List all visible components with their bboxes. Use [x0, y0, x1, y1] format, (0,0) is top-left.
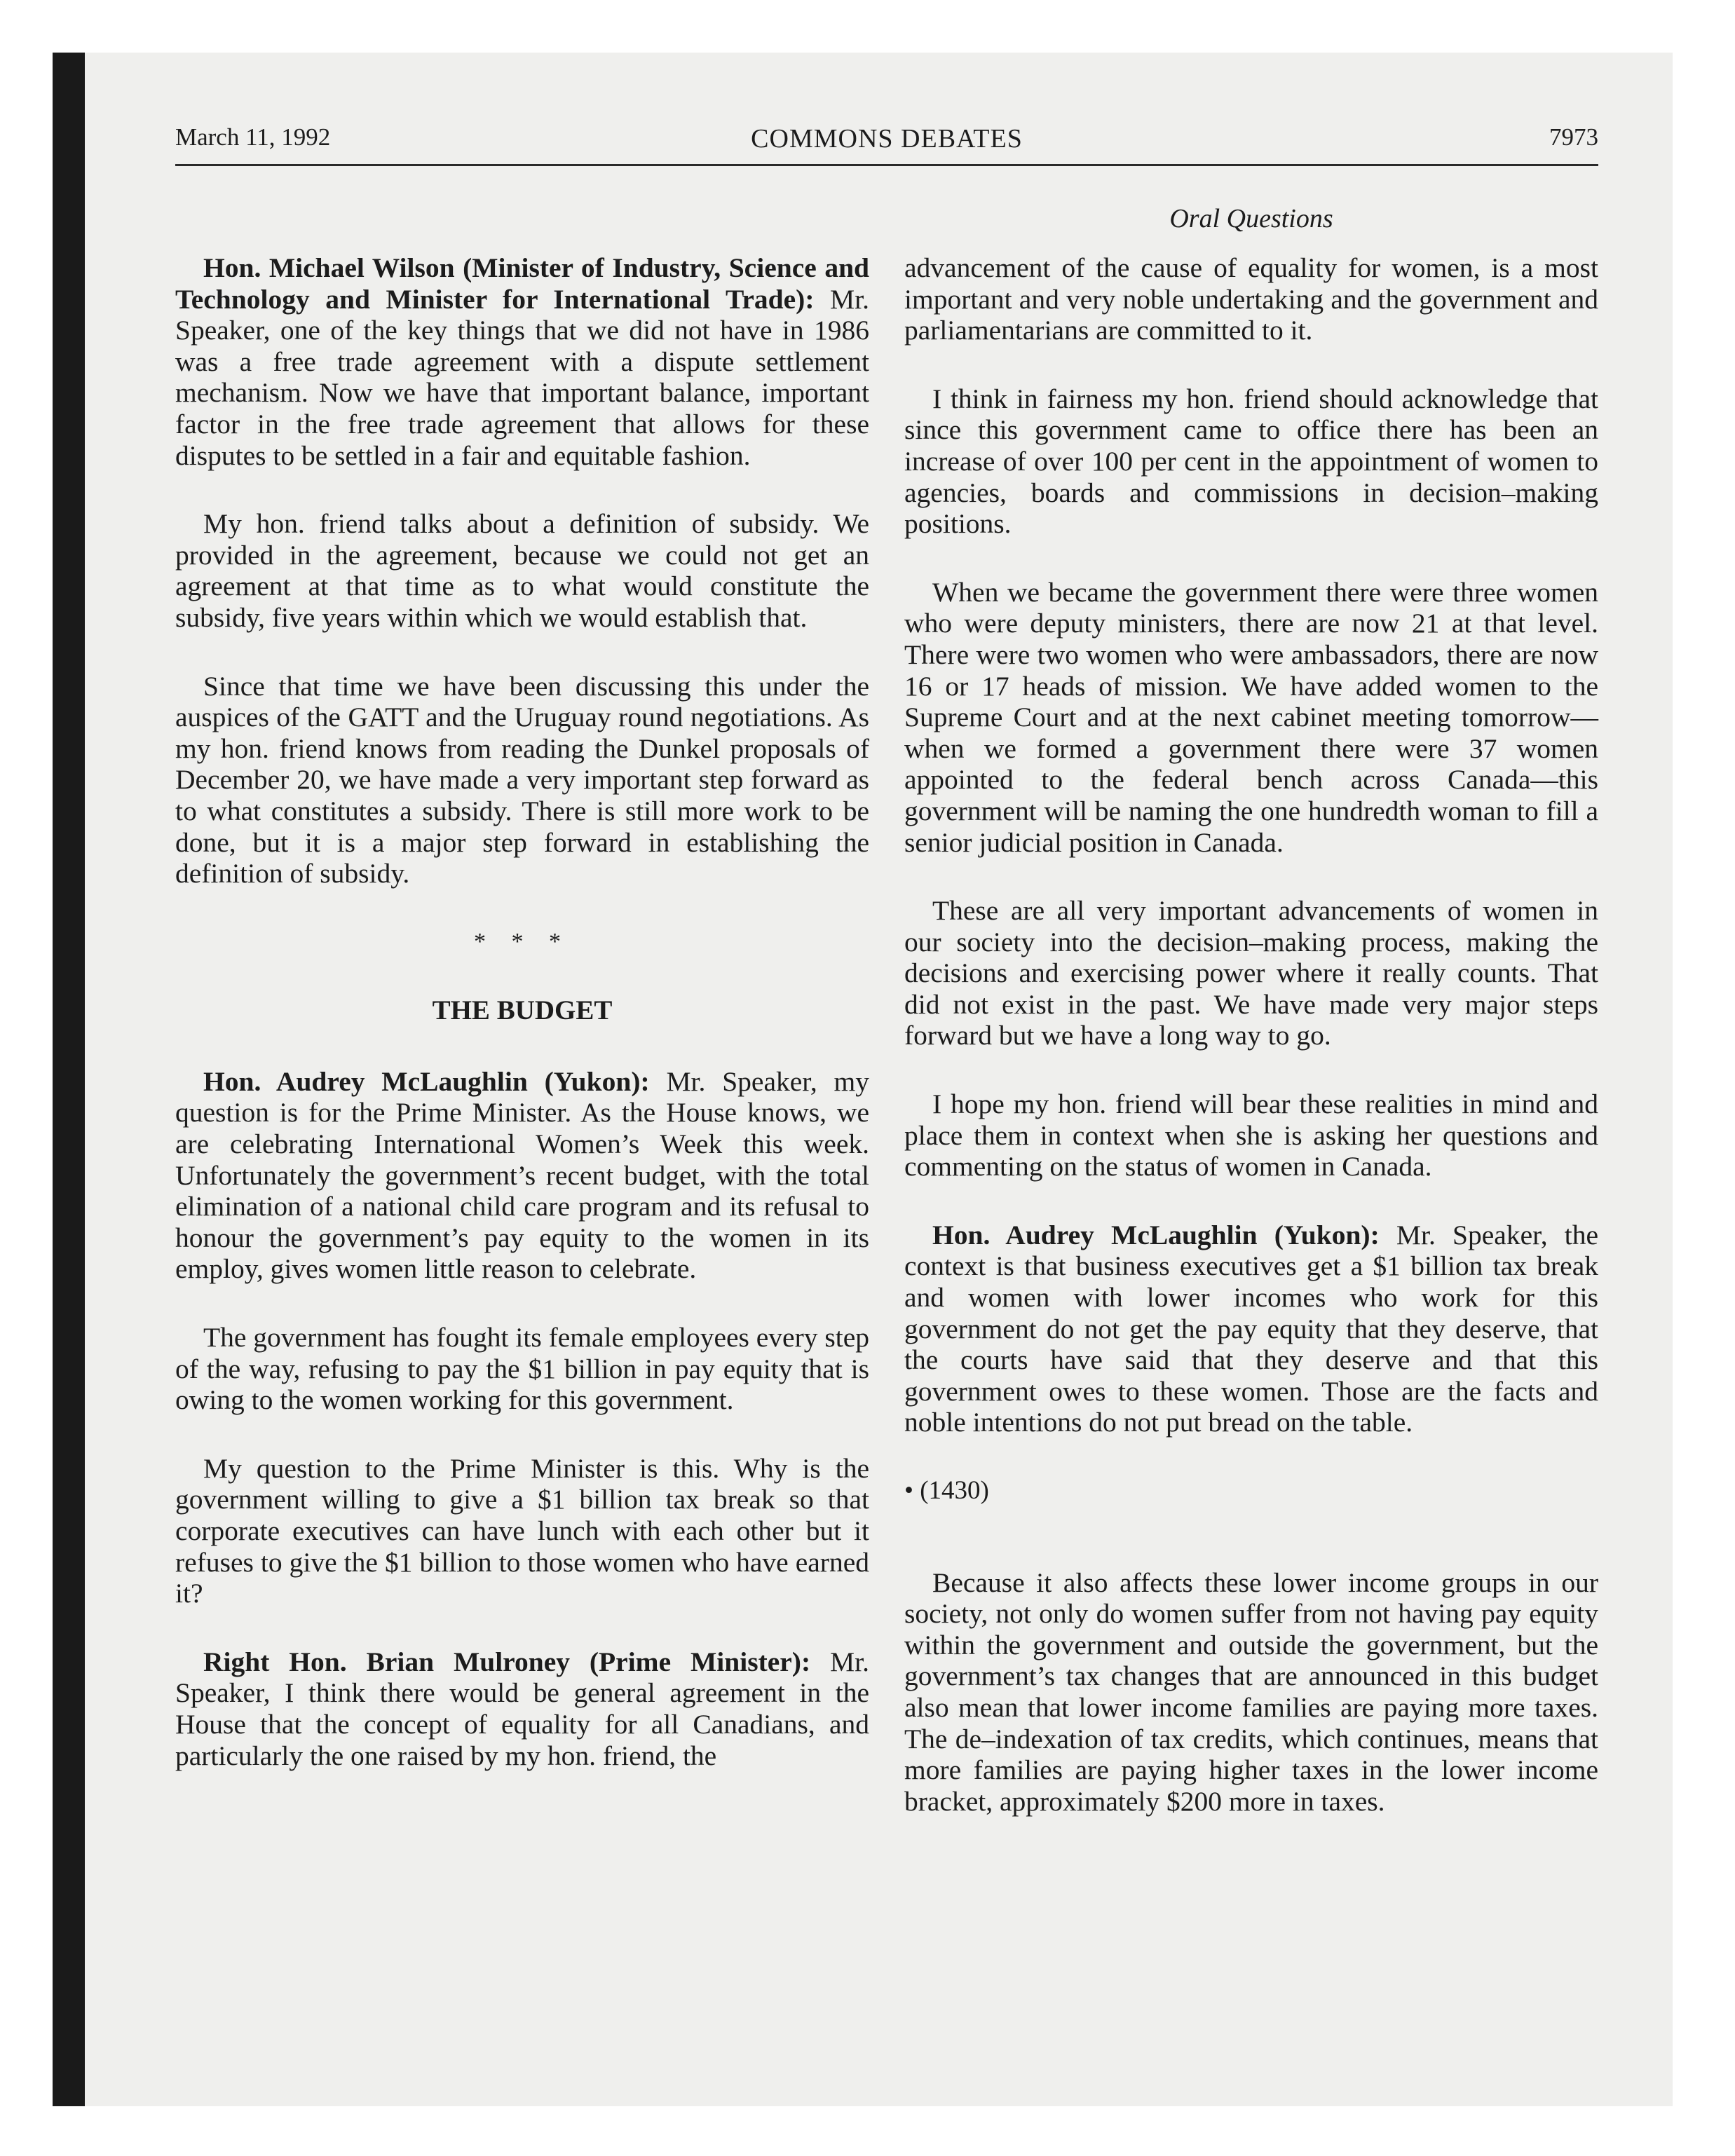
- paragraph: My question to the Prime Minister is this. Why is the government willing to give a $1 billion tax break so that corporate executives can have lunch with each other but it refuses to give the $1 billion to those women who have earned it?: [175, 1452, 869, 1609]
- speaker-name: Right Hon. Brian Mulroney (Prime Minister):: [203, 1646, 811, 1677]
- page-header: [175, 123, 1598, 166]
- speech-text: Mr. Speaker, I think there would be general agreement in the House that the concept of equality for all Canadians, and particularly the one raised by my hon. friend, the: [175, 1646, 869, 1771]
- paragraph: I think in fairness my hon. friend should acknowledge that since this government came to office there has been an increase of over 100 per cent in the appointment of women to agencies, boards and commissions in decision–making positions.: [904, 383, 1598, 540]
- paragraph: Because it also affects these lower income groups in our society, not only do women suffer from not having pay equity within the government and outside the government, but the government’s tax changes that are announced in this budget also mean that lower income families are paying more taxes. The de–indexation of tax credits, which continues, means that more families are paying higher taxes in the lower income bracket, approximately $200 more in taxes.: [904, 1567, 1598, 1817]
- paragraph: The government has fought its female employees every step of the way, refusing to pay the $1 billion in pay equity that is owing to the women working for this government.: [175, 1322, 869, 1416]
- paragraph: advancement of the cause of equality for women, is a most important and very noble undertaking and the government and parliamentarians are committed to it.: [904, 252, 1598, 346]
- speaker-name: Hon. Michael Wilson (Minister of Industry, Science and Technology and Minister for International Trade):: [175, 252, 869, 315]
- paragraph: [904, 1220, 1598, 1438]
- paragraph: [175, 1646, 869, 1771]
- scan-edge-bar: [53, 53, 85, 2106]
- paragraph: These are all very important advancements of women in our society into the decision–making process, making the decisions and exercising power where it really counts. That did not exist in the past. We have made very major steps forward but we have a long way to go.: [904, 895, 1598, 1051]
- speech-text: Mr. Speaker, my question is for the Prime Minister. As the House knows, we are celebrating International Women’s Week this week. Unfortunately the government’s recent budget, with the total elimination of a national child care program and its refusal to honour the government’s pay equity to the women in its employ, gives women little reason to celebrate.: [175, 1065, 869, 1285]
- header-page-number: 7973: [1549, 123, 1598, 151]
- speaker-name: Hon. Audrey McLaughlin (Yukon):: [932, 1219, 1380, 1250]
- section-label: Oral Questions: [1169, 204, 1333, 233]
- speech-text: Mr. Speaker, the context is that business executives get a $1 billion tax break and women with lower incomes who work for this government do not get the pay equity that they deserve, that the courts have said that they deserve and that this government owes to these women. Those are the facts and noble intentions do not put bread on the table.: [904, 1219, 1598, 1438]
- header-title: COMMONS DEBATES: [751, 124, 1023, 153]
- paragraph: [175, 1066, 869, 1285]
- speech-text: Mr. Speaker, one of the key things that we did not have in 1986 was a free trade agreement with a dispute settlement mechanism. Now we have that important balance, important factor in the free trade agreement that allows for these disputes to be settled in a fair and equitable fashion.: [175, 283, 869, 471]
- paragraph: Since that time we have been discussing this under the auspices of the GATT and the Uruguay round negotiations. As my hon. friend knows from reading the Dunkel proposals of December 20, we have made a very important step forward as to what constitutes a subsidy. There is still more work to be done, but it is a major step forward in establishing the definition of subsidy.: [175, 670, 869, 889]
- paragraph: My hon. friend talks about a definition of subsidy. We provided in the agreement, because we could not get an agreement at that time as to what would constitute the subsidy, five years within which we would establish that.: [175, 508, 869, 633]
- section-heading: THE BUDGET: [432, 995, 613, 1026]
- left-column: [175, 252, 869, 1808]
- paragraph: When we became the government there were three women who were deputy ministers, there are now 21 at that level. There were two women who were ambassadors, there are now 16 or 17 heads of mission. We have added women to the Supreme Court and at the next cabinet meeting tomorrow—when we formed a government there were 37 women appointed to the federal bench across Canada—this government will be naming the one hundredth woman to fill a senior judicial position in Canada.: [904, 576, 1598, 858]
- speaker-name: Hon. Audrey McLaughlin (Yukon):: [203, 1065, 650, 1097]
- paragraph: I hope my hon. friend will bear these realities in mind and place them in context when she is asking her questions and commenting on the status of women in Canada.: [904, 1089, 1598, 1182]
- paragraph: [175, 252, 869, 471]
- section-separator: * * *: [474, 928, 571, 955]
- header-date: March 11, 1992: [175, 123, 331, 151]
- right-column: [904, 252, 1598, 1854]
- timestamp: • (1430): [904, 1476, 989, 1505]
